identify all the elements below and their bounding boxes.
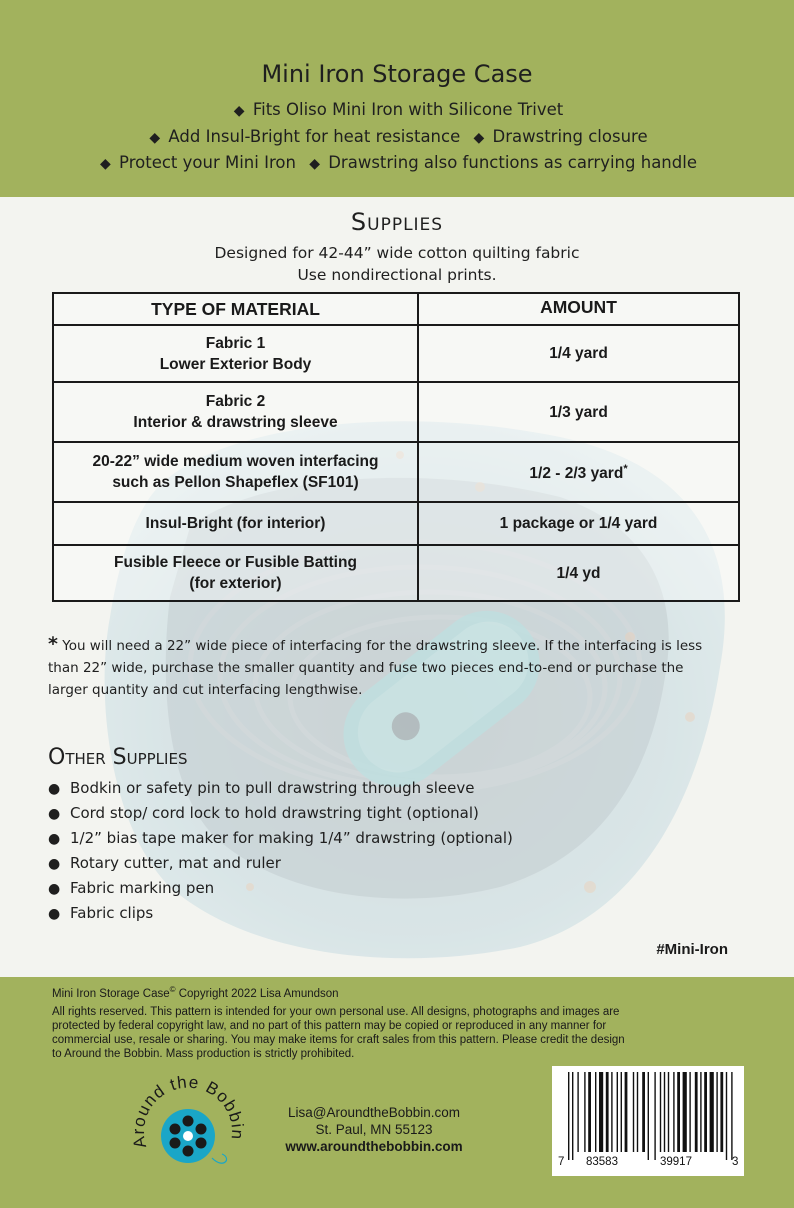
list-item: ● Bodkin or safety pin to pull drawstring through sleeve [48, 776, 513, 801]
feature-line-2 [0, 127, 794, 146]
barcode-bar [710, 1072, 714, 1152]
table-header-row [53, 293, 739, 325]
material-cell: 20-22” wide medium woven interfacing such as Pellon Shapeflex (SF101) [53, 442, 418, 502]
barcode-bar [588, 1072, 591, 1152]
contact-email[interactable]: Lisa@AroundtheBobbin.com [287, 1105, 461, 1120]
barcode-bar [731, 1072, 732, 1160]
barcode-bar [642, 1072, 645, 1152]
barcode-bar [637, 1072, 638, 1152]
rights-notice: All rights reserved. This pattern is intended for your own personal use. All designs, photographs and images are protected by federal copyright law, and no part of this pattern may be copied or reproduced in any manner for commercial use, resale or sharing. You may make items for craft sales from this pattern. Please credit the design to Around the Bobbin. Mass production is strictly prohibited. [52, 1006, 625, 1060]
barcode-bar [700, 1072, 701, 1152]
barcode-bar [621, 1072, 622, 1152]
barcode-bars-icon [552, 1066, 744, 1176]
contact-city: St. Paul, MN 55123 [315, 1122, 433, 1137]
feature-text: Add Insul-Bright for heat resistance [168, 127, 461, 146]
fabric-width-note: Designed for 42-44” wide cotton quilting fabric [214, 244, 580, 262]
diamond-bullet-icon: ◆ [149, 130, 161, 146]
list-item: ● Fabric clips [48, 901, 513, 926]
table-row [53, 325, 739, 382]
table-row [53, 382, 739, 442]
feature-line-3 [0, 153, 794, 172]
material-cell: Insul-Bright (for interior) [53, 502, 418, 545]
pattern-title: Mini Iron Storage Case [261, 60, 533, 88]
barcode-bar [648, 1072, 649, 1160]
list-item: ● Fabric marking pen [48, 876, 513, 901]
list-item: ● Rotary cutter, mat and ruler [48, 851, 513, 876]
diamond-bullet-icon: ◆ [233, 103, 245, 119]
barcode-bar [577, 1072, 578, 1152]
column-header-material: TYPE OF MATERIAL [53, 293, 418, 325]
table-row [53, 442, 739, 502]
barcode-bar [673, 1072, 674, 1152]
table-row [53, 502, 739, 545]
amount-cell: 1 package or 1/4 yard [418, 502, 739, 545]
copyright-line: Mini Iron Storage Case© Copyright 2022 Lisa Amundson [52, 985, 339, 1000]
barcode-bar [568, 1072, 569, 1160]
barcode-bar [660, 1072, 661, 1152]
barcode-digit: 7 [558, 1156, 565, 1168]
feature-line-1 [0, 100, 794, 119]
barcode-bar [668, 1072, 669, 1152]
bullet-icon: ● [48, 856, 61, 872]
feature-text: Drawstring closure [492, 127, 648, 146]
barcode-bar [572, 1072, 573, 1160]
barcode-bar [716, 1072, 717, 1152]
diamond-bullet-icon: ◆ [100, 156, 111, 172]
bullet-icon: ● [48, 906, 61, 922]
interfacing-footnote: * You will need a 22” wide piece of interfacing for the drawstring sleeve. If the interfacing is less than 22” wide, purchase the smaller quantity and fuse two pieces end-to-end or purchase the larger quantity and cut interfacing lengthwise. [48, 633, 703, 698]
barcode-digit: 3 [732, 1156, 739, 1168]
barcode-bar [677, 1072, 680, 1152]
asterisk-mark: * [623, 463, 628, 476]
barcode-bar [633, 1072, 634, 1152]
amount-cell: 1/4 yard [418, 325, 739, 382]
diamond-bullet-icon: ◆ [473, 130, 485, 146]
amount-cell: 1/3 yard [418, 382, 739, 442]
material-cell: Fabric 1 Lower Exterior Body [53, 325, 418, 382]
barcode-bar [689, 1072, 690, 1152]
feature-text: Protect your Mini Iron [119, 153, 296, 172]
barcode-bar [611, 1072, 612, 1152]
barcode-bar [595, 1072, 596, 1152]
barcode-digit: 39917 [660, 1156, 692, 1168]
barcode-bar [606, 1072, 609, 1152]
barcode-bar [584, 1072, 585, 1152]
barcode [552, 1066, 744, 1176]
feature-text: Drawstring also functions as carrying handle [328, 153, 697, 172]
material-cell: Fusible Fleece or Fusible Batting (for exterior) [53, 545, 418, 601]
bullet-icon: ● [48, 781, 61, 797]
diamond-bullet-icon: ◆ [309, 156, 320, 172]
barcode-bar [683, 1072, 687, 1152]
barcode-bar [704, 1072, 707, 1152]
list-item: ● Cord stop/ cord lock to hold drawstring tight (optional) [48, 801, 513, 826]
barcode-bar [664, 1072, 665, 1152]
bullet-icon: ● [48, 831, 61, 847]
asterisk-mark: * [48, 633, 58, 655]
barcode-bar [695, 1072, 698, 1152]
list-item: ● 1/2” bias tape maker for making 1/4” drawstring (optional) [48, 826, 513, 851]
other-supplies-list [48, 776, 513, 926]
supplies-heading: Supplies [350, 208, 444, 236]
barcode-bar [720, 1072, 723, 1152]
barcode-digit: 83583 [586, 1156, 618, 1168]
barcode-bar [599, 1072, 603, 1152]
barcode-bar [625, 1072, 628, 1152]
other-supplies-heading: Other Supplies [48, 745, 188, 770]
around-the-bobbin-logo [128, 1062, 248, 1182]
bullet-icon: ● [48, 806, 61, 822]
bullet-icon: ● [48, 881, 61, 897]
barcode-bar [654, 1072, 655, 1160]
feature-text: Fits Oliso Mini Iron with Silicone Trivet [252, 100, 564, 119]
svg-text:Around the Bobbin: Around the Bobbin [128, 1072, 248, 1150]
column-header-amount: AMOUNT [418, 293, 739, 325]
materials-table [52, 292, 740, 602]
contact-website[interactable]: www.aroundthebobbin.com [285, 1139, 463, 1154]
copyright-mark: © [169, 985, 176, 994]
contact-info [264, 1104, 484, 1155]
hashtag: #Mini-Iron [656, 941, 728, 958]
barcode-bar [726, 1072, 727, 1160]
barcode-bar [617, 1072, 618, 1152]
table-row [53, 545, 739, 601]
print-direction-note: Use nondirectional prints. [297, 266, 497, 284]
amount-cell: 1/2 - 2/3 yard* [418, 442, 739, 502]
amount-cell: 1/4 yd [418, 545, 739, 601]
material-cell: Fabric 2 Interior & drawstring sleeve [53, 382, 418, 442]
